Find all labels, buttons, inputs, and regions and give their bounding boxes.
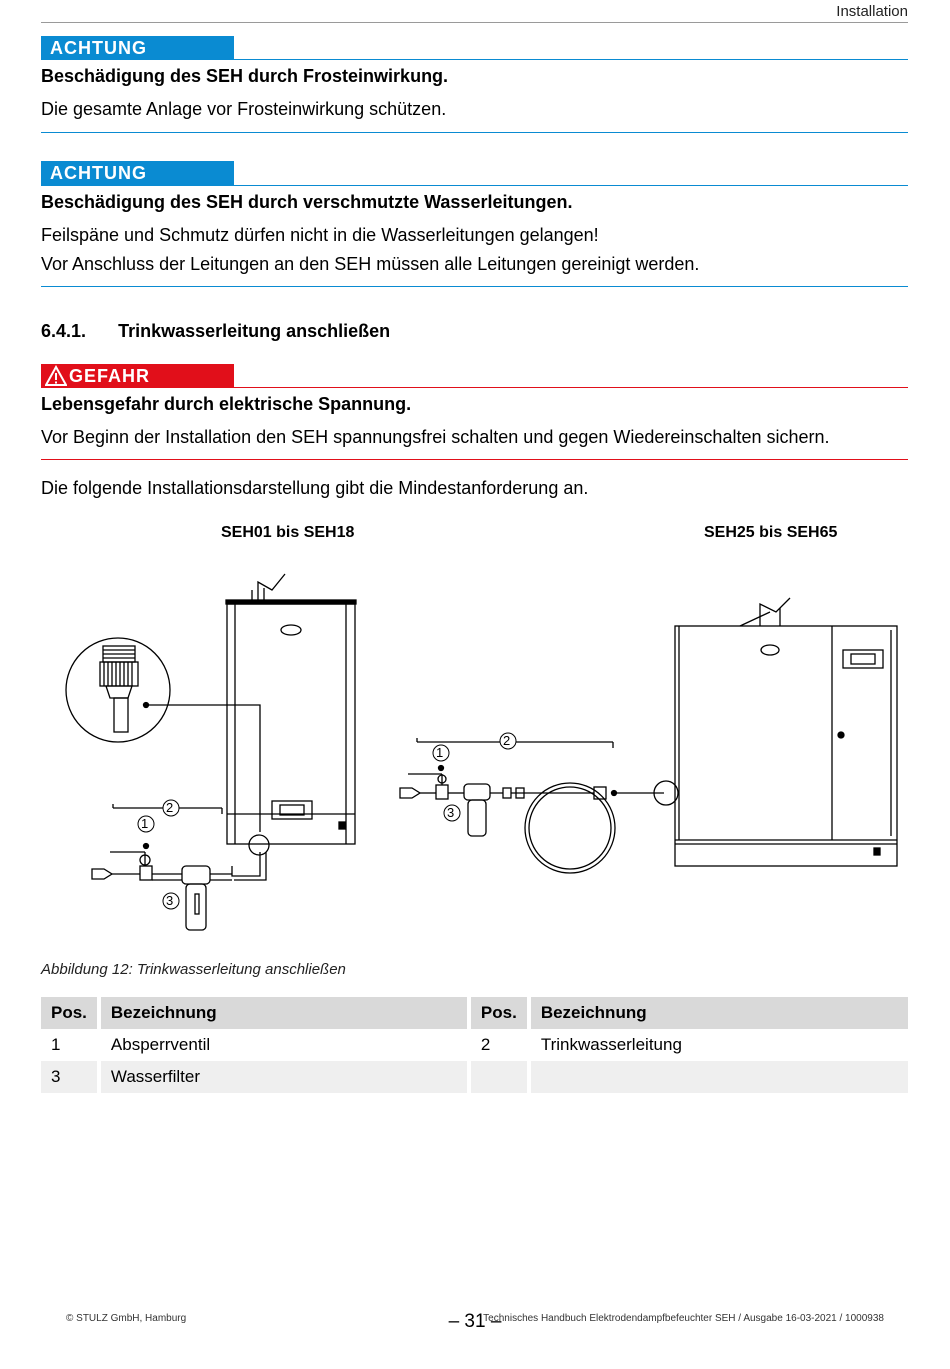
table-row	[41, 1029, 908, 1061]
callout-3-left: 3	[166, 893, 174, 908]
header-bezeichnung: Bezeichnung	[531, 997, 908, 1029]
notice-rule	[41, 59, 908, 60]
cell-pos: 2	[480, 1035, 491, 1054]
callout-1-right: 1	[436, 745, 444, 760]
magnifier-detail	[66, 638, 269, 855]
callout-1-left: 1	[141, 816, 149, 831]
section-number: 6.4.1.	[41, 321, 87, 341]
cell-bezeichnung: Trinkwasserleitung	[540, 1035, 682, 1054]
danger-end-rule	[41, 459, 908, 460]
left-pipework	[92, 804, 266, 930]
footer-document-info: Technisches Handbuch Elektrodendampfbefeuchter SEH / Ausgabe 16-03-2021 / 1000938	[483, 1313, 884, 1324]
cell-pos: 1	[51, 1035, 61, 1054]
notice-text: Die gesamte Anlage vor Frosteinwirkung schützen.	[41, 99, 447, 119]
danger-rule	[41, 387, 908, 388]
header-pos: Pos.	[41, 997, 97, 1029]
cell-bezeichnung	[531, 1061, 908, 1093]
danger-text: Vor Beginn der Installation den SEH spannungsfrei schalten und gegen Wiedereinschalten sichern.	[41, 427, 830, 447]
callout-2-right: 2	[503, 733, 511, 748]
page-number: – 31 –	[448, 1311, 502, 1332]
cell-pos: 3	[41, 1061, 97, 1093]
section-title: Trinkwasserleitung anschließen	[118, 321, 391, 341]
header-rule	[41, 22, 908, 23]
cell-pos	[471, 1061, 527, 1093]
notice-label-achtung: ACHTUNG	[41, 161, 234, 185]
notice-end-rule	[41, 286, 908, 287]
figure-right-title: SEH25 bis SEH65	[704, 524, 838, 541]
notice-text: Vor Anschluss der Leitungen an den SEH müssen alle Leitungen gereinigt werden.	[41, 254, 700, 274]
header-section: Installation	[836, 3, 908, 20]
header-bezeichnung: Bezeichnung	[101, 997, 467, 1029]
danger-title: Lebensgefahr durch elektrische Spannung.	[41, 394, 412, 414]
notice-rule	[41, 185, 908, 186]
figure-left-title: SEH01 bis SEH18	[221, 524, 355, 541]
section-heading	[41, 321, 390, 342]
cell-bezeichnung: Wasserfilter	[101, 1061, 467, 1093]
notice-end-rule	[41, 132, 908, 133]
right-unit	[675, 598, 897, 866]
legend-table	[41, 997, 908, 1093]
callout-3-right: 3	[447, 805, 455, 820]
header-pos: Pos.	[471, 997, 527, 1029]
notice-title: Beschädigung des SEH durch Frosteinwirkung.	[41, 66, 449, 86]
left-unit	[226, 574, 356, 844]
notice-label-achtung: ACHTUNG	[41, 36, 234, 60]
danger-label	[41, 364, 234, 388]
notice-text: Feilspäne und Schmutz dürfen nicht in die Wasserleitungen gelangen!	[41, 225, 599, 245]
footer-copyright: © STULZ GmbH, Hamburg	[66, 1313, 187, 1324]
intro-text: Die folgende Installationsdarstellung gibt die Mindestanforderung an.	[41, 478, 589, 498]
danger-label-text: GEFAHR	[69, 366, 151, 386]
callout-2-left: 2	[166, 800, 174, 815]
table-row	[41, 1061, 908, 1093]
callouts	[138, 733, 516, 909]
notice-title: Beschädigung des SEH durch verschmutzte Wasserleitungen.	[41, 192, 573, 212]
figure-caption: Abbildung 12: Trinkwasserleitung anschließen	[41, 961, 346, 978]
table-header-row	[41, 997, 908, 1029]
cell-bezeichnung: Absperrventil	[110, 1035, 211, 1054]
installation-drawing	[0, 560, 950, 950]
warning-triangle-icon	[45, 364, 67, 393]
